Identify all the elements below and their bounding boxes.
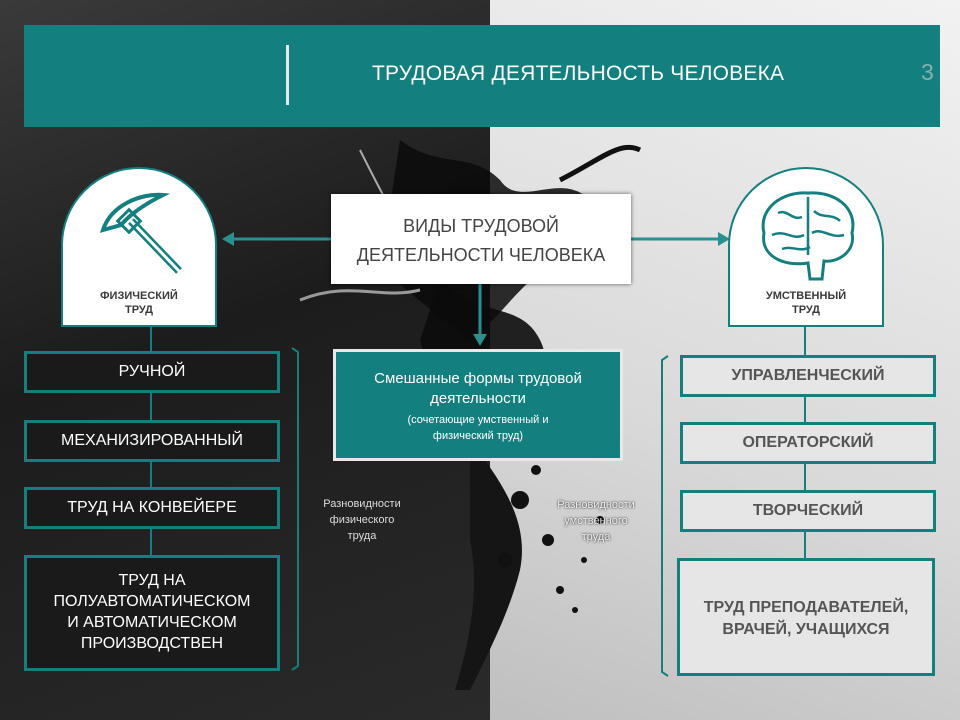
brain-icon <box>752 183 864 283</box>
mental-varieties-line1: Разновидности <box>557 499 635 511</box>
physical-type-conveyor: ТРУД НА КОНВЕЙЕРЕ <box>24 487 280 529</box>
automated-line3: И АВТОМАТИЧЕСКОМ <box>67 614 237 631</box>
left-bracket <box>292 348 298 670</box>
mental-label-line1: УМСТВЕННЫЙ <box>765 290 847 302</box>
physical-varieties-label <box>306 496 418 544</box>
physical-labor-node <box>61 167 217 327</box>
automated-line4: ПРОИЗВОДСТВЕН <box>80 635 224 652</box>
central-title-line2: ДЕЯТЕЛЬНОСТИ ЧЕЛОВЕКА <box>356 245 606 265</box>
mental-varieties-line2: умственного <box>564 515 628 527</box>
central-title-line1: ВИДЫ ТРУДОВОЙ <box>403 216 559 236</box>
page-title: ТРУДОВАЯ ДЕЯТЕЛЬНОСТЬ ЧЕЛОВЕКА <box>372 62 785 85</box>
arrow-down-icon <box>473 334 487 346</box>
mental-varieties-label <box>540 497 652 545</box>
teachers-line1: ТРУД ПРЕПОДАВАТЕЛЕЙ, <box>703 599 909 616</box>
automated-line2: ПОЛУАВТОМАТИЧЕСКОМ <box>53 593 251 610</box>
mental-labor-node <box>728 167 884 327</box>
mental-type-managerial: УПРАВЛЕНЧЕСКИЙ <box>680 355 936 397</box>
mixed-sub-line1: (сочетающие умственный и <box>407 414 549 426</box>
right-bracket <box>662 356 668 676</box>
mixed-sub-line2: физический труд) <box>432 430 524 442</box>
mixed-title-line2: деятельности <box>430 390 526 407</box>
mixed-title-line1: Смешанные формы трудовой <box>374 370 582 387</box>
automated-line1: ТРУД НА <box>118 572 186 589</box>
mixed-forms-node <box>333 349 623 461</box>
mental-label-line2: ТРУД <box>791 304 821 316</box>
pickaxe-icon <box>91 185 191 285</box>
mental-type-creative: ТВОРЧЕСКИЙ <box>680 490 936 532</box>
page-number: 3 <box>921 59 934 85</box>
mental-type-teachers-doctors <box>677 558 935 676</box>
physical-type-mechanized: МЕХАНИЗИРОВАННЫЙ <box>24 420 280 462</box>
mental-type-operator: ОПЕРАТОРСКИЙ <box>680 422 936 464</box>
central-node <box>331 194 631 284</box>
physical-label-line1: ФИЗИЧЕСКИЙ <box>100 290 178 302</box>
physical-label-line2: ТРУД <box>124 304 154 316</box>
physical-varieties-line3: труда <box>347 530 377 542</box>
teachers-line2: ВРАЧЕЙ, УЧАЩИХСЯ <box>722 621 890 638</box>
physical-type-manual: РУЧНОЙ <box>24 351 280 393</box>
physical-type-automated <box>24 555 280 671</box>
physical-varieties-line2: физического <box>329 514 395 526</box>
mental-varieties-line3: труда <box>581 531 611 543</box>
arrow-left-icon <box>222 232 234 246</box>
physical-varieties-line1: Разновидности <box>323 498 401 510</box>
